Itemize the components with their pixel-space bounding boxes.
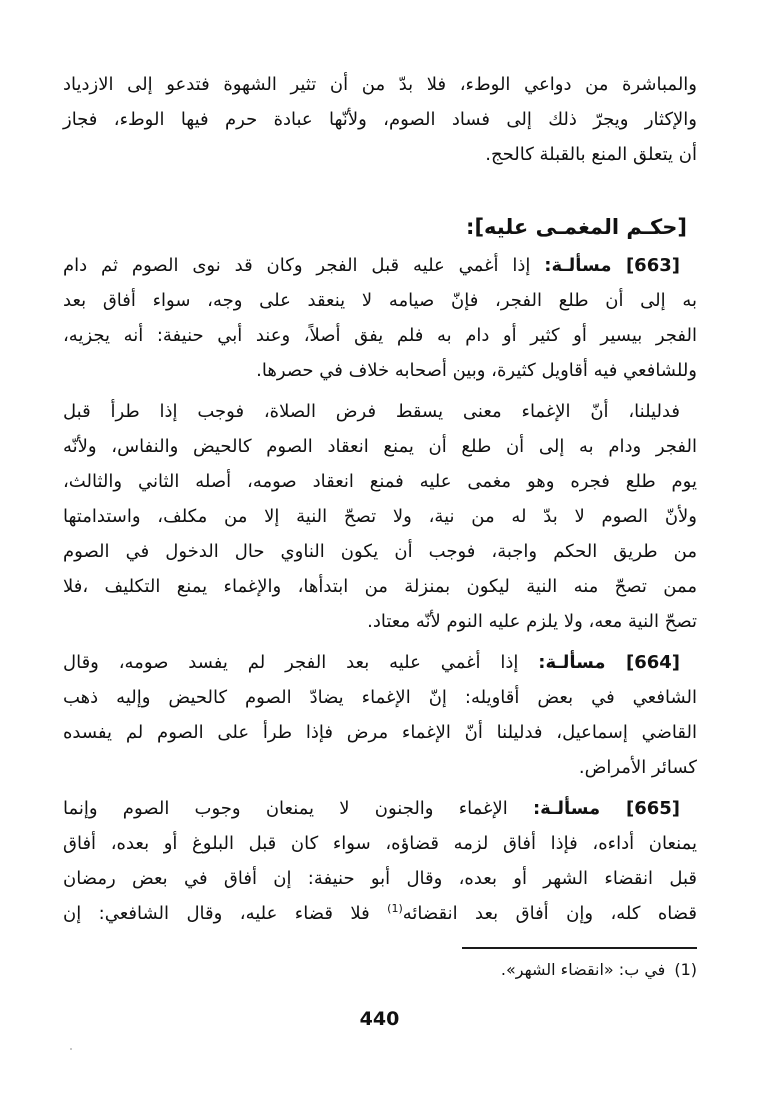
- text-line: [63, 645, 697, 680]
- text-line: تصحّ النية معه، ولا يلزم عليه النوم لأنّه معتاد.: [367, 611, 697, 632]
- text-line: الشافعي في بعض أقاويله: إنّ الإغماء يضادّ الصوم كالحيض وإليه ذهب: [63, 687, 697, 708]
- text-line: به إلى أن طلع الفجر، فإنّ صيامه لا ينعقد على وجه، سواء أفاق بعد: [63, 290, 697, 311]
- text-line: [63, 791, 697, 826]
- text-segment: الإغماء والجنون لا يمنعان وجوب الصوم وإنما: [63, 798, 533, 819]
- paragraph-intro: [63, 67, 697, 172]
- text-segment: فلا قضاء عليه، وقال الشافعي: إن: [63, 903, 388, 924]
- text-line: [63, 248, 697, 283]
- masala-number-label: [663] مسألـة:: [544, 255, 680, 276]
- text-line: [63, 896, 697, 931]
- text-line: يوم طلع فجره وهو مغمى عليه فمنع انعقاد صومه، أصله الثاني والثالث،: [63, 471, 697, 492]
- text-line: فدليلنا، أنّ الإغماء معنى يسقط فرض الصلاة، فوجب إذا طرأ قبل: [63, 401, 680, 422]
- text-line: أن يتعلق المنع بالقبلة كالحج.: [485, 144, 697, 165]
- text-line: ممن تصحّ منه النية ليكون بمنزلة من ابتدأها، والإغماء يمنع التكليف ،فلا: [63, 576, 697, 597]
- masala-number-label: [665] مسألـة:: [532, 798, 680, 819]
- page-number: 440: [359, 1008, 400, 1030]
- text-line: قبل انقضاء الشهر أو بعده، وقال أبو حنيفة: إن أفاق في بعض رمضان: [63, 868, 697, 889]
- body-text: [63, 67, 697, 931]
- text-line: والإكثار ويجرّ ذلك إلى فساد الصوم، ولأنّها عبادة حرم فيها الوطء، فجاز: [63, 109, 697, 130]
- text-line: كسائر الأمراض.: [578, 757, 697, 778]
- footnote-reference: (1): [387, 902, 403, 915]
- text-line: من طريق الحكم واجبة، فوجب أن يكون الناوي حال الدخول في الصوم: [63, 541, 697, 562]
- text-line: ولأنّ الصوم لا بدّ له من نية، ولا تصحّ النية إلا من مكلف، واستدامتها: [63, 506, 697, 527]
- masala-663: [63, 248, 697, 388]
- text-line: يمنعان أداءه، فإذا أفاق لزمه قضاؤه، سواء كان قبل البلوغ أو بعده، أفاق: [63, 833, 697, 854]
- footnote-line: [63, 958, 697, 982]
- section-heading: [حكـم المغمـى عليه]:: [466, 215, 687, 239]
- text-segment: قضاه كله، وإن أفاق بعد انقضائه: [402, 903, 697, 924]
- footnote-text: في ب: «انقضاء الشهر».: [500, 960, 666, 979]
- text-line: والمباشرة من دواعي الوطء، فلا بدّ من أن تثير الشهوة فتدعو إلى الازدياد: [63, 74, 697, 95]
- masala-664: [63, 645, 697, 785]
- text-segment: إذا أغمي عليه بعد الفجر لم يفسد صومه، وقال: [63, 652, 539, 673]
- footnote-area: [63, 947, 697, 982]
- masala-number-label: [664] مسألـة:: [538, 652, 680, 673]
- masala-665: [63, 791, 697, 931]
- text-line: الفجر ودام به إلى أن طلع أن يمنع انعقاد الصوم كالحيض والنفاس، ولأنّه: [63, 436, 697, 457]
- text-line: الفجر بيسير أو كثير أو دام به فلم يفق أصلاً، وعند أبي حنيفة: أنه يجزيه،: [63, 325, 697, 346]
- paragraph-dalil: [63, 394, 697, 639]
- text-segment: إذا أغمي عليه قبل الفجر وكان قد نوى الصوم ثم دام: [63, 255, 545, 276]
- text-line: وللشافعي فيه أقاويل كثيرة، وبين أصحابه خلاف في حصرها.: [256, 360, 697, 381]
- footnote-marker: (1): [674, 960, 697, 979]
- text-line: القاضي إسماعيل، فدليلنا أنّ الإغماء مرض فإذا طرأ على الصوم لم يفسده: [63, 722, 697, 743]
- footnote-separator-rule: [462, 947, 697, 949]
- scan-artifact: [70, 1048, 72, 1050]
